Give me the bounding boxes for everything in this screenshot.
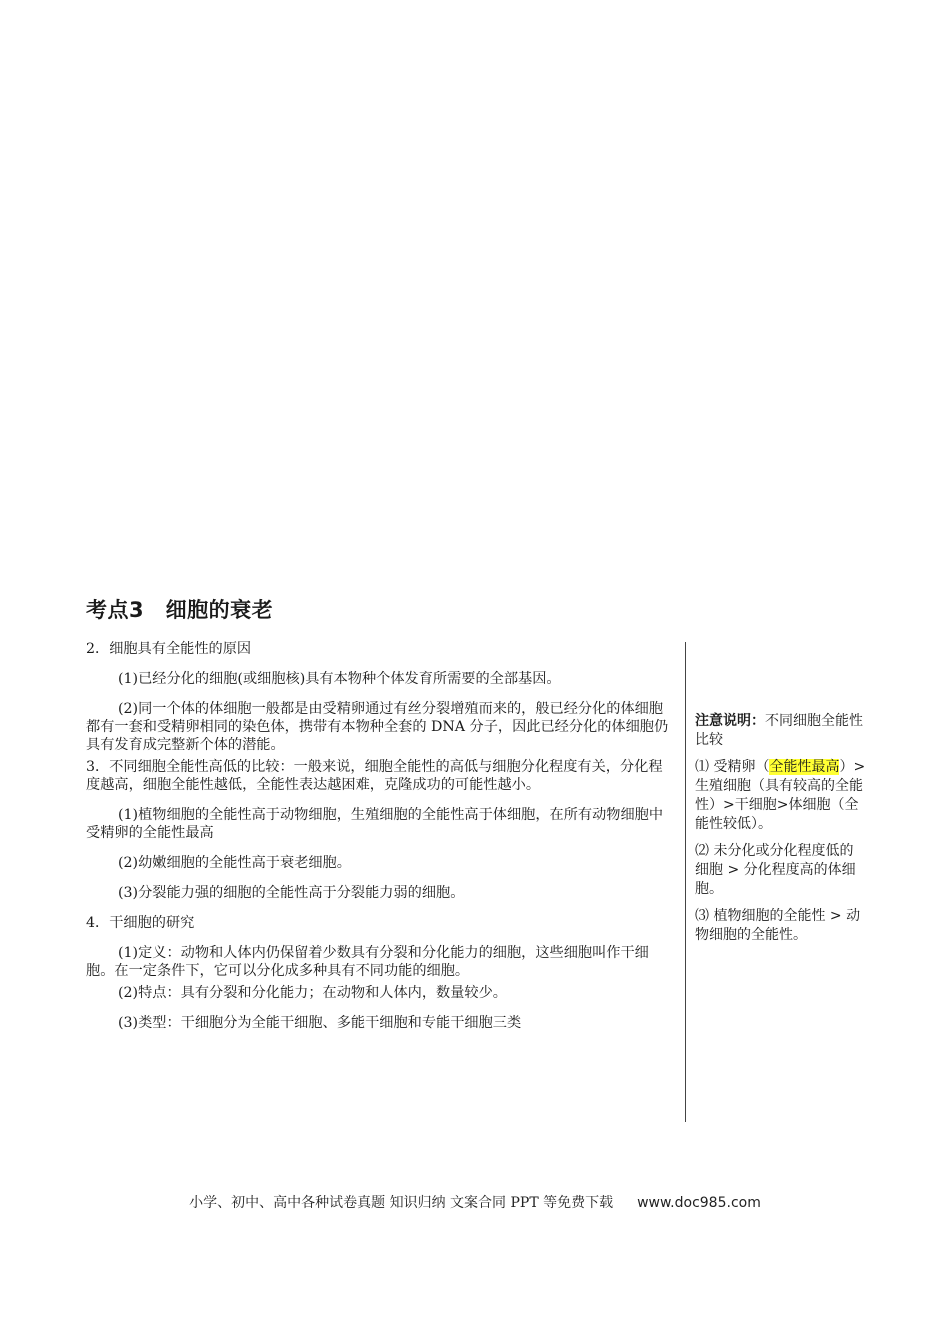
point-4-item-3: (3)类型：干细胞分为全能干细胞、多能干细胞和专能干细胞三类 <box>118 1015 522 1031</box>
point-3-item-2: (2)幼嫩细胞的全能性高于衰老细胞。 <box>118 855 351 871</box>
point-4-item-2: (2)特点：具有分裂和分化能力；在动物和人体内，数量较少。 <box>118 985 507 1001</box>
side-note-item-3: ⑶ 植物细胞的全能性 > 动物细胞的全能性。 <box>695 908 861 943</box>
side-note-title-bold: 注意说明： <box>695 713 765 729</box>
point-3-title: 3．不同细胞全能性高低的比较：一般来说，细胞全能性的高低与细胞分化程度有关，分化程度越高，细胞全能性越低，全能性表达越困难，克隆成功的可能性越小。 <box>86 759 663 793</box>
side-note-item-1-pre: ⑴ 受精卵（ <box>695 759 770 775</box>
main-content <box>86 640 676 1044</box>
footer-text: 小学、初中、高中各种试卷真题 知识归纳 文案合同 PPT 等免费下载 <box>189 1195 614 1211</box>
side-note-item-1-post: ）>生殖细胞（具有较高的全能性）>干细胞>体细胞（全能性较低）。 <box>695 759 866 832</box>
point-2-item-1: (1)已经分化的细胞(或细胞核)具有本物种个体发育所需要的全部基因。 <box>118 671 561 687</box>
section-heading: 考点3 细胞的衰老 <box>86 598 274 622</box>
side-note-item-2: ⑵ 未分化或分化程度低的细胞 > 分化程度高的体细胞。 <box>695 843 856 897</box>
point-2-title: 2．细胞具有全能性的原因 <box>86 641 252 657</box>
side-note-item-1 <box>695 758 867 834</box>
point-4-item-1: (1)定义：动物和人体内仍保留着少数具有分裂和分化能力的细胞，这些细胞叫作干细胞。在一定条件下，它可以分化成多种具有不同功能的细胞。 <box>86 945 649 979</box>
footer-site: www.doc985.com <box>637 1195 761 1211</box>
side-note-highlight: 全能性最高 <box>769 759 840 775</box>
point-3-item-3: (3)分裂能力强的细胞的全能性高于分裂能力弱的细胞。 <box>118 885 465 901</box>
page-footer <box>0 1192 950 1212</box>
side-note-title-rest: 不同细胞全能性比较 <box>695 713 863 748</box>
side-note <box>695 712 867 953</box>
point-4-title: 4．干细胞的研究 <box>86 915 195 931</box>
column-divider <box>685 642 686 1122</box>
point-2-item-2: (2)同一个体的体细胞一般都是由受精卵通过有丝分裂增殖而来的，般已经分化的体细胞都有一套和受精卵相同的染色体，携带有本物种全套的 DNA 分子，因此已经分化的体细胞仍具有发育成完整新个体的潜能。 <box>86 701 669 753</box>
point-3-item-1: (1)植物细胞的全能性高于动物细胞，生殖细胞的全能性高于体细胞，在所有动物细胞中受精卵的全能性最高 <box>86 807 664 841</box>
side-note-title <box>695 712 867 750</box>
